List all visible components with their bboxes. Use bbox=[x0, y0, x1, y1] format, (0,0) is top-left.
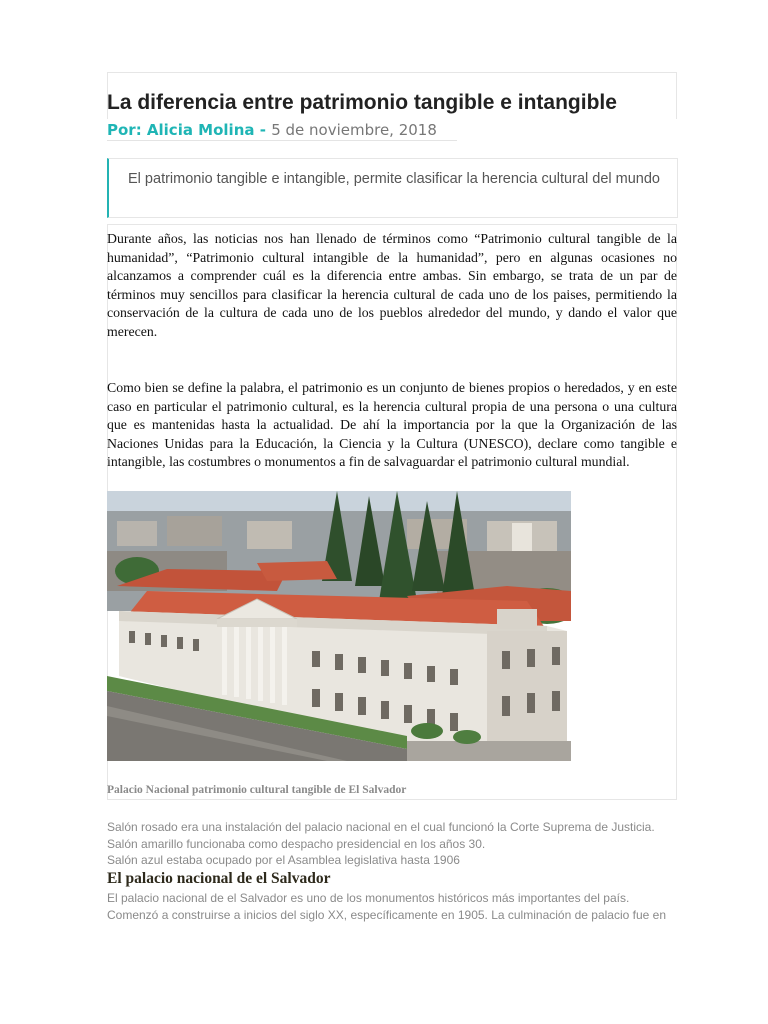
paragraph-definition: Como bien se define la palabra, el patrimonio es un conjunto de bienes propios o heredados, y en este caso en particular el patrimonio cultural, es la herencia cultural propia de una persona o una cultura que es mantenidas hasta la actualidad. De ahí la importancia por la que la Organización de las Naciones Unidas para la Educación, la Ciencia y la Cultura (UNESCO), declare como tangible e intangible, las costumbres o monumentos a fin de salvaguardar el patrimonio cultural mundial. bbox=[107, 380, 677, 469]
salon-list bbox=[107, 819, 655, 869]
section-heading: El palacio nacional de el Salvador bbox=[107, 870, 331, 887]
byline bbox=[107, 120, 437, 140]
salon-line: Salón rosado era una instalación del palacio nacional en el cual funcionó la Corte Suprema de Justicia. bbox=[107, 820, 655, 834]
paragraph-palace: El palacio nacional de el Salvador es uno de los monumentos históricos más importantes del país. Comenzó a construirse a inicios del siglo XX, específicamente en 1905. La culminación de palacio fue en bbox=[107, 891, 666, 922]
paragraph-intro: Durante años, las noticias nos han llenado de términos como “Patrimonio cultural tangible de la humanidad”, “Patrimonio cultural intangible de la humanidad”, pero en algunas ocasiones no alcanzamos a comprender cuál es la diferencia entre ambas. Sin embargo, se trata de un par de términos muy sencillos para clasificar la herencia cultural de cada uno de los paises, permitiendo la conservación de la cultura de cada uno de los pueblos alrededor del mundo, y dando el valor que merecen. bbox=[107, 231, 677, 339]
divider bbox=[107, 140, 457, 141]
article-title: La diferencia entre patrimonio tangible e intangible bbox=[107, 91, 617, 114]
salon-line: Salón amarillo funcionaba como despacho presidencial en los años 30. bbox=[107, 836, 486, 851]
summary-blockquote bbox=[107, 158, 678, 218]
author-link[interactable]: Por: Alicia Molina - bbox=[107, 121, 272, 139]
palace-photo bbox=[107, 491, 571, 761]
salon-line: Salón azul estaba ocupado por el Asamblea legislativa hasta 1906 bbox=[107, 853, 460, 867]
publish-date: 5 de noviembre, 2018 bbox=[271, 121, 437, 139]
summary-text: El patrimonio tangible e intangible, permite clasificar la herencia cultural del mundo bbox=[128, 171, 660, 187]
photo-caption: Palacio Nacional patrimonio cultural tangible de El Salvador bbox=[107, 784, 407, 796]
